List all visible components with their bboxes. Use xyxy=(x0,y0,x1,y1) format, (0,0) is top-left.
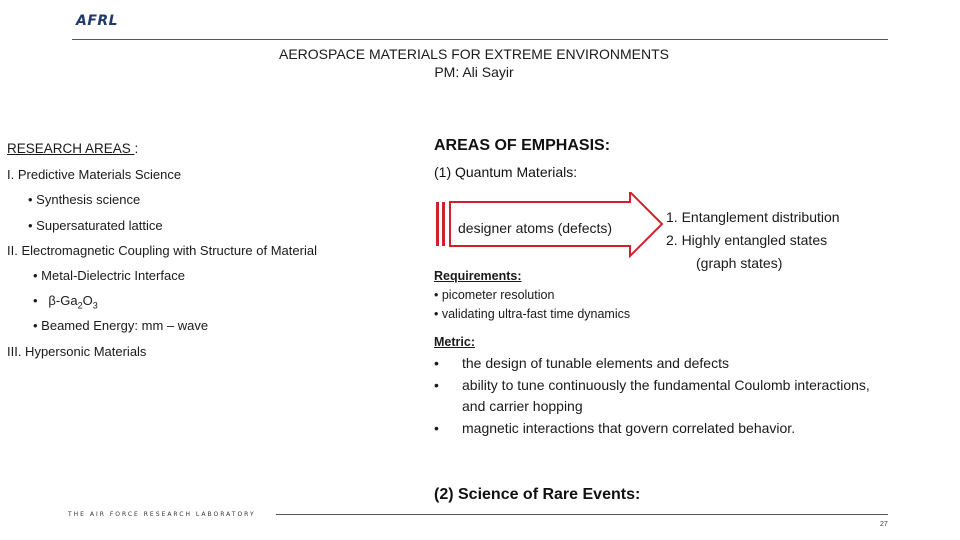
metric-text: ability to tune continuously the fundamental Coulomb interactions, and carrier hopping xyxy=(462,376,870,414)
designer-atoms-label: designer atoms (defects) xyxy=(458,220,613,236)
entanglement-item-2-continued: (graph states) xyxy=(696,255,783,271)
research-areas-heading-colon: : xyxy=(134,141,139,156)
research-subitem-beamed: • Beamed Energy: mm – wave xyxy=(33,318,209,333)
requirements-label: Requirements: xyxy=(434,269,522,283)
metric-item xyxy=(434,418,874,440)
rare-events-heading: (2) Science of Rare Events: xyxy=(434,486,641,503)
metric-label: Metric: xyxy=(434,335,475,349)
ga2o3-o: O xyxy=(82,293,93,308)
ga2o3-sub-2: 2 xyxy=(77,300,83,311)
areas-of-emphasis-heading: AREAS OF EMPHASIS: xyxy=(434,137,611,154)
metric-bullet: • xyxy=(434,355,439,371)
ga2o3-beta: β-Ga xyxy=(48,293,78,308)
research-areas-heading xyxy=(7,141,138,156)
research-subitem-ga2o3 xyxy=(33,293,98,311)
footer-divider xyxy=(276,514,888,515)
research-subitem-synthesis: • Synthesis science xyxy=(28,192,141,207)
research-subitem-interface: • Metal-Dielectric Interface xyxy=(33,268,185,283)
slide-title xyxy=(0,45,948,81)
footer-lab-name: THE AIR FORCE RESEARCH LABORATORY xyxy=(68,511,256,518)
title-line-1: AEROSPACE MATERIALS FOR EXTREME ENVIRONMENTS xyxy=(279,46,669,62)
research-subitem-lattice: • Supersaturated lattice xyxy=(28,218,163,233)
research-item-1: I. Predictive Materials Science xyxy=(7,167,182,182)
requirement-item-2: • validating ultra-fast time dynamics xyxy=(434,307,631,321)
requirements-block xyxy=(434,267,630,324)
metric-bullet: • xyxy=(434,376,439,393)
ga2o3-sub-3: 3 xyxy=(92,300,98,311)
metric-text: the design of tunable elements and defects xyxy=(462,355,729,371)
arrow-stripe-1 xyxy=(436,202,439,246)
metric-item xyxy=(434,375,874,418)
research-areas-heading-text: RESEARCH AREAS xyxy=(7,141,135,156)
metric-text: magnetic interactions that govern correlated behavior. xyxy=(462,419,796,436)
metric-list xyxy=(434,353,874,439)
arrow-stripe-2 xyxy=(442,202,445,246)
entanglement-list xyxy=(666,206,840,275)
page-number: 27 xyxy=(880,521,888,528)
title-line-2: PM: Ali Sayir xyxy=(434,64,514,80)
metric-bullet: • xyxy=(434,419,439,436)
entanglement-item-2: 2. Highly entangled states xyxy=(666,232,828,248)
quantum-materials-heading: (1) Quantum Materials: xyxy=(434,164,578,180)
research-item-2: II. Electromagnetic Coupling with Structure of Material xyxy=(7,243,317,258)
requirement-item-1: • picometer resolution xyxy=(434,288,555,302)
entanglement-item-1: 1. Entanglement distribution xyxy=(666,209,840,225)
afrl-logo: AFRL xyxy=(76,13,119,29)
metric-item xyxy=(434,353,874,375)
ga2o3-bullet: • xyxy=(33,293,38,308)
research-item-3: III. Hypersonic Materials xyxy=(7,344,147,359)
header-divider xyxy=(72,39,888,40)
